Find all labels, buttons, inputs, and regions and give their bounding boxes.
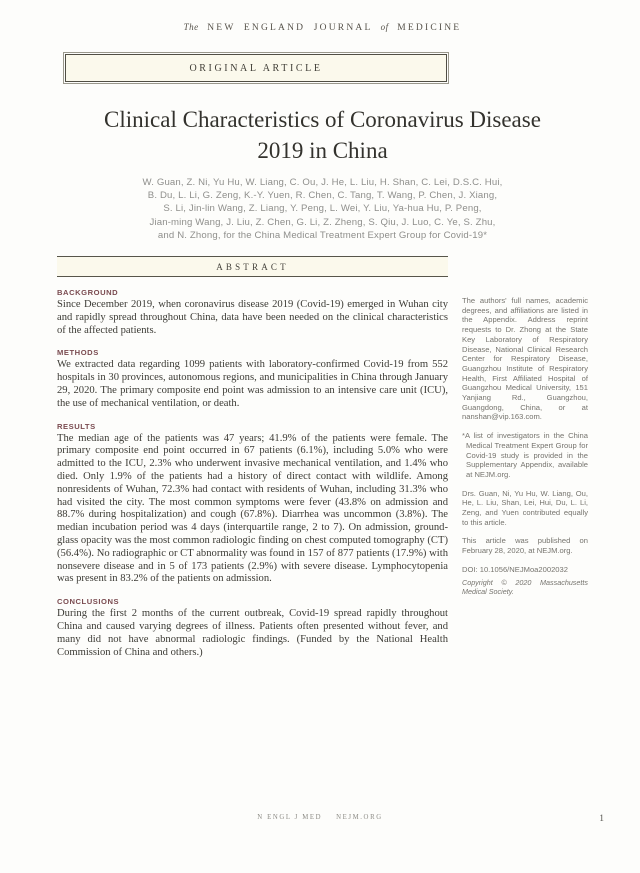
abstract-main-column bbox=[57, 256, 448, 659]
equal-contribution-note: Drs. Guan, Ni, Yu Hu, W. Liang, Ou, He, L. Liu, Shan, Lei, Hui, Du, L. Li, Zeng, and Yuen contributed equally to this article. bbox=[462, 488, 588, 527]
footer-journal-abbrev: N ENGL J MED bbox=[257, 814, 323, 821]
abstract-section-methods bbox=[57, 348, 448, 410]
abstract-section-results bbox=[57, 422, 448, 587]
masthead-journal-name: NEW ENGLAND JOURNAL bbox=[207, 23, 373, 33]
abstract-columns bbox=[57, 256, 588, 659]
footer-site: NEJM.ORG bbox=[336, 814, 383, 821]
doi-line: DOI: 10.1056/NEJMoa2002032 bbox=[462, 564, 568, 574]
page-footer bbox=[0, 814, 640, 821]
copyright-line: Copyright © 2020 Massachusetts Medical Society. bbox=[462, 577, 588, 597]
publication-date-note: This article was published on February 28, 2020, at NEJM.org. bbox=[462, 536, 588, 556]
author-notes-column bbox=[462, 256, 588, 659]
investigators-footnote: *A list of investigators in the China Medical Treatment Expert Group for Covid-19 study is provided in the Supplementary Appendix, available at NEJM.org. bbox=[462, 431, 588, 479]
author-line: Jian-ming Wang, J. Liu, Z. Chen, G. Li, Z. Zheng, S. Qiu, J. Luo, C. Ye, S. Zhu, bbox=[149, 216, 496, 228]
journal-masthead bbox=[57, 22, 588, 33]
author-affiliations-note: The authors' full names, academic degrees, and affiliations are listed in the Appendix. Address reprint requests to Dr. Zhong at the State Key Laboratory of Respiratory Disease, National Clinical Research Center for Respiratory Disease, Guangzhou Institute of Respiratory Health, First Affiliated Hospital of Guangzhou Medical University, 151 Yanjiang Rd., Guangzhou, Guangdong, China, or at nanshan@vip.163.com. bbox=[462, 296, 588, 422]
section-heading: METHODS bbox=[57, 348, 99, 358]
page-number: 1 bbox=[599, 814, 604, 824]
section-heading: BACKGROUND bbox=[57, 288, 119, 298]
abstract-label: ABSTRACT bbox=[57, 256, 448, 277]
author-line: and N. Zhong, for the China Medical Treatment Expert Group for Covid-19* bbox=[157, 229, 488, 241]
masthead-of: of bbox=[380, 22, 389, 32]
section-text: During the first 2 months of the current outbreak, Covid-19 spread rapidly throughout China and caused varying degrees of illness. Patients often presented without fever, and many did not have abnormal radiologic findings. (Funded by the National Health Commission of China and others.) bbox=[57, 608, 448, 658]
section-text: We extracted data regarding 1099 patients with laboratory-confirmed Covid-19 from 552 hospitals in 30 provinces, autonomous regions, and municipalities in China through January 29, 2020. The primary composite end point was admission to an intensive care unit (ICU), the use of mechanical ventilation, or death. bbox=[57, 359, 448, 409]
author-list bbox=[57, 176, 588, 242]
section-text: Since December 2019, when coronavirus disease 2019 (Covid-19) emerged in Wuhan city and rapidly spread throughout China, data have been needed on the clinical characteristics of the affected patients. bbox=[57, 299, 448, 336]
section-heading: CONCLUSIONS bbox=[57, 597, 120, 607]
author-line: W. Guan, Z. Ni, Yu Hu, W. Liang, C. Ou, J. He, L. Liu, H. Shan, C. Lei, D.S.C. Hui, bbox=[142, 177, 503, 188]
author-line: B. Du, L. Li, G. Zeng, K.-Y. Yuen, R. Chen, C. Tang, T. Wang, P. Chen, J. Xiang, bbox=[147, 190, 498, 202]
masthead-medicine: MEDICINE bbox=[397, 23, 462, 33]
article-type-banner: ORIGINAL ARTICLE bbox=[65, 54, 447, 82]
author-line: S. Li, Jin-lin Wang, Z. Liang, Y. Peng, L. Wei, Y. Liu, Ya-hua Hu, P. Peng, bbox=[163, 203, 482, 215]
article-title: Clinical Characteristics of Coronavirus Disease 2019 in China bbox=[104, 107, 541, 163]
section-heading: RESULTS bbox=[57, 421, 96, 431]
abstract-section-conclusions bbox=[57, 597, 448, 659]
section-text: The median age of the patients was 47 years; 41.9% of the patients were female. The primary composite end point occurred in 67 patients (6.1%), including 5.0% who were admitted to the ICU, 2.3% who underwent invasive mechanical ventilation, and 1.4% who died. Only 1.9% of the patients had a history of direct contact with wildlife. Among nonresidents of Wuhan, 72.3% had contact with residents of Wuhan, including 31.3% who had visited the city. The most common symptoms were fever (43.8% on admission and 88.7% during hospitalization) and cough (67.8%). Diarrhea was uncommon (3.8%). The median incubation period was 4 days (interquartile range, 2 to 7). On admission, ground-glass opacity was the most common radiologic finding on chest computed tomography (CT) (56.4%). No radiographic or CT abnormality was found in 157 of 877 patients (17.9%) with nonsevere disease and in 5 of 173 patients (2.9%) with severe disease. Lymphocytopenia was present in 83.2% of the patients on admission. bbox=[57, 432, 448, 585]
abstract-section-background bbox=[57, 288, 448, 337]
masthead-the: The bbox=[183, 22, 199, 32]
